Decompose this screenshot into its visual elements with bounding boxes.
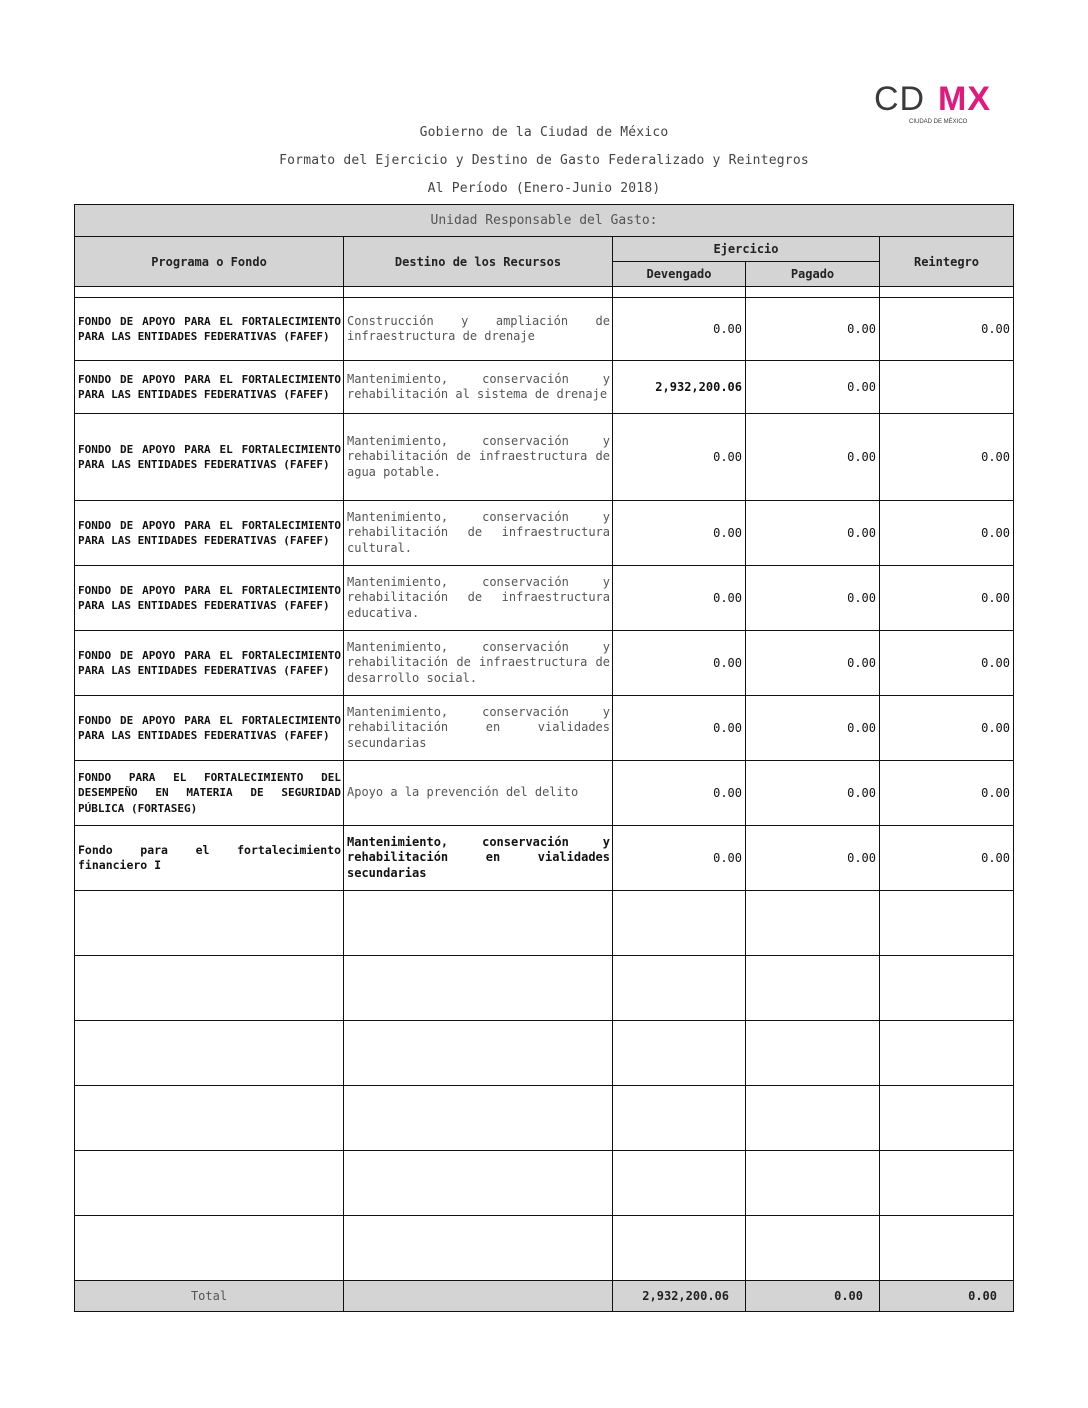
- destino-cell: [344, 1086, 613, 1151]
- table-row: [75, 361, 1014, 414]
- reintegro-cell: 0.00: [880, 761, 1014, 826]
- table-row: [75, 1216, 1014, 1281]
- col-header-devengado: Devengado: [613, 262, 746, 287]
- pagado-cell: 0.00: [746, 696, 880, 761]
- col-header-destino: Destino de los Recursos: [344, 237, 613, 287]
- reintegro-cell: [880, 1086, 1014, 1151]
- table-row: [75, 761, 1014, 826]
- devengado-cell: 2,932,200.06: [613, 361, 746, 414]
- reintegro-cell: [880, 1021, 1014, 1086]
- pagado-cell: [746, 1151, 880, 1216]
- devengado-cell: [613, 1086, 746, 1151]
- pagado-cell: 0.00: [746, 361, 880, 414]
- col-header-pagado: Pagado: [746, 262, 880, 287]
- programa-cell: [75, 1216, 344, 1281]
- svg-text:CIUDAD DE MÉXICO: CIUDAD DE MÉXICO: [909, 119, 968, 125]
- col-header-ejercicio: Ejercicio: [613, 237, 880, 262]
- programa-cell: FONDO DE APOYO PARA EL FORTALECIMIENTO PARA LAS ENTIDADES FEDERATIVAS (FAFEF): [75, 696, 344, 761]
- pagado-cell: 0.00: [746, 631, 880, 696]
- table-row: [75, 1021, 1014, 1086]
- reintegro-cell: 0.00: [880, 298, 1014, 361]
- programa-cell: [75, 891, 344, 956]
- reintegro-cell: 0.00: [880, 696, 1014, 761]
- table-row: [75, 826, 1014, 891]
- devengado-cell: [613, 1151, 746, 1216]
- reintegro-cell: 0.00: [880, 501, 1014, 566]
- programa-cell: FONDO DE APOYO PARA EL FORTALECIMIENTO PARA LAS ENTIDADES FEDERATIVAS (FAFEF): [75, 361, 344, 414]
- programa-cell: FONDO PARA EL FORTALECIMIENTO DEL DESEMPEÑO EN MATERIA DE SEGURIDAD PÚBLICA (FORTASEG): [75, 761, 344, 826]
- pagado-cell: 0.00: [746, 298, 880, 361]
- programa-cell: FONDO DE APOYO PARA EL FORTALECIMIENTO PARA LAS ENTIDADES FEDERATIVAS (FAFEF): [75, 298, 344, 361]
- unit-responsible-label: Unidad Responsable del Gasto:: [75, 205, 1014, 237]
- programa-cell: [75, 1021, 344, 1086]
- destino-cell: [344, 1151, 613, 1216]
- reintegro-cell: [880, 1216, 1014, 1281]
- programa-cell: Fondo para el fortalecimiento financiero I: [75, 826, 344, 891]
- report-title: Formato del Ejercicio y Destino de Gasto Federalizado y Reintegros: [279, 153, 809, 168]
- programa-cell: FONDO DE APOYO PARA EL FORTALECIMIENTO PARA LAS ENTIDADES FEDERATIVAS (FAFEF): [75, 566, 344, 631]
- pagado-cell: [746, 1086, 880, 1151]
- destino-cell: [344, 1021, 613, 1086]
- total-label: Total: [75, 1281, 344, 1312]
- col-header-reintegro: Reintegro: [880, 237, 1014, 287]
- reintegro-cell: [880, 891, 1014, 956]
- devengado-cell: 0.00: [613, 761, 746, 826]
- total-destino: [344, 1281, 613, 1312]
- destino-cell: [344, 1216, 613, 1281]
- devengado-cell: 0.00: [613, 566, 746, 631]
- expense-table: [74, 204, 1014, 1312]
- svg-text:MX: MX: [938, 80, 991, 118]
- destino-cell: Apoyo a la prevención del delito: [344, 761, 613, 826]
- total-reintegro: 0.00: [880, 1281, 1014, 1312]
- pagado-cell: 0.00: [746, 414, 880, 501]
- devengado-cell: 0.00: [613, 298, 746, 361]
- destino-cell: Mantenimiento, conservación y rehabilitación al sistema de drenaje: [344, 361, 613, 414]
- destino-cell: [344, 956, 613, 1021]
- reintegro-cell: 0.00: [880, 826, 1014, 891]
- government-title: Gobierno de la Ciudad de México: [419, 125, 669, 140]
- table-body: [75, 287, 1014, 1281]
- programa-cell: FONDO DE APOYO PARA EL FORTALECIMIENTO PARA LAS ENTIDADES FEDERATIVAS (FAFEF): [75, 414, 344, 501]
- cdmx-logo: [874, 80, 1012, 126]
- reintegro-cell: [880, 1151, 1014, 1216]
- reintegro-cell: 0.00: [880, 566, 1014, 631]
- destino-cell: Mantenimiento, conservación y rehabilitación de infraestructura de desarrollo social.: [344, 631, 613, 696]
- table-row: [75, 501, 1014, 566]
- programa-cell: FONDO DE APOYO PARA EL FORTALECIMIENTO PARA LAS ENTIDADES FEDERATIVAS (FAFEF): [75, 631, 344, 696]
- programa-cell: [75, 956, 344, 1021]
- table-row: [75, 631, 1014, 696]
- table-row: [75, 566, 1014, 631]
- pagado-cell: 0.00: [746, 826, 880, 891]
- table-row: [75, 1151, 1014, 1216]
- programa-cell: FONDO DE APOYO PARA EL FORTALECIMIENTO PARA LAS ENTIDADES FEDERATIVAS (FAFEF): [75, 501, 344, 566]
- devengado-cell: [613, 1216, 746, 1281]
- pagado-cell: 0.00: [746, 761, 880, 826]
- reintegro-cell: [880, 361, 1014, 414]
- reintegro-cell: 0.00: [880, 414, 1014, 501]
- table-row: [75, 696, 1014, 761]
- devengado-cell: 0.00: [613, 414, 746, 501]
- spacer-row: [75, 287, 1014, 298]
- cdmx-logo-mark: [874, 80, 1012, 126]
- destino-cell: Mantenimiento, conservación y rehabilitación en vialidades secundarias: [344, 696, 613, 761]
- pagado-cell: 0.00: [746, 501, 880, 566]
- table-row: [75, 298, 1014, 361]
- destino-cell: Mantenimiento, conservación y rehabilitación de infraestructura de agua potable.: [344, 414, 613, 501]
- reintegro-cell: 0.00: [880, 631, 1014, 696]
- programa-cell: [75, 1151, 344, 1216]
- pagado-cell: [746, 891, 880, 956]
- devengado-cell: 0.00: [613, 826, 746, 891]
- destino-cell: Construcción y ampliación de infraestructura de drenaje: [344, 298, 613, 361]
- svg-text:CD: CD: [874, 80, 926, 118]
- total-devengado: 2,932,200.06: [613, 1281, 746, 1312]
- devengado-cell: [613, 956, 746, 1021]
- devengado-cell: [613, 1021, 746, 1086]
- pagado-cell: [746, 956, 880, 1021]
- devengado-cell: [613, 891, 746, 956]
- devengado-cell: 0.00: [613, 696, 746, 761]
- report-period: Al Período (Enero-Junio 2018): [427, 181, 661, 196]
- destino-cell: [344, 891, 613, 956]
- devengado-cell: 0.00: [613, 501, 746, 566]
- table-row: [75, 414, 1014, 501]
- pagado-cell: [746, 1021, 880, 1086]
- programa-cell: [75, 1086, 344, 1151]
- table-row: [75, 891, 1014, 956]
- table-row: [75, 956, 1014, 1021]
- table-row: [75, 1086, 1014, 1151]
- devengado-cell: 0.00: [613, 631, 746, 696]
- destino-cell: Mantenimiento, conservación y rehabilitación de infraestructura educativa.: [344, 566, 613, 631]
- destino-cell: Mantenimiento, conservación y rehabilitación en vialidades secundarias: [344, 826, 613, 891]
- destino-cell: Mantenimiento, conservación y rehabilitación de infraestructura cultural.: [344, 501, 613, 566]
- reintegro-cell: [880, 956, 1014, 1021]
- col-header-programa: Programa o Fondo: [75, 237, 344, 287]
- total-pagado: 0.00: [746, 1281, 880, 1312]
- pagado-cell: 0.00: [746, 566, 880, 631]
- pagado-cell: [746, 1216, 880, 1281]
